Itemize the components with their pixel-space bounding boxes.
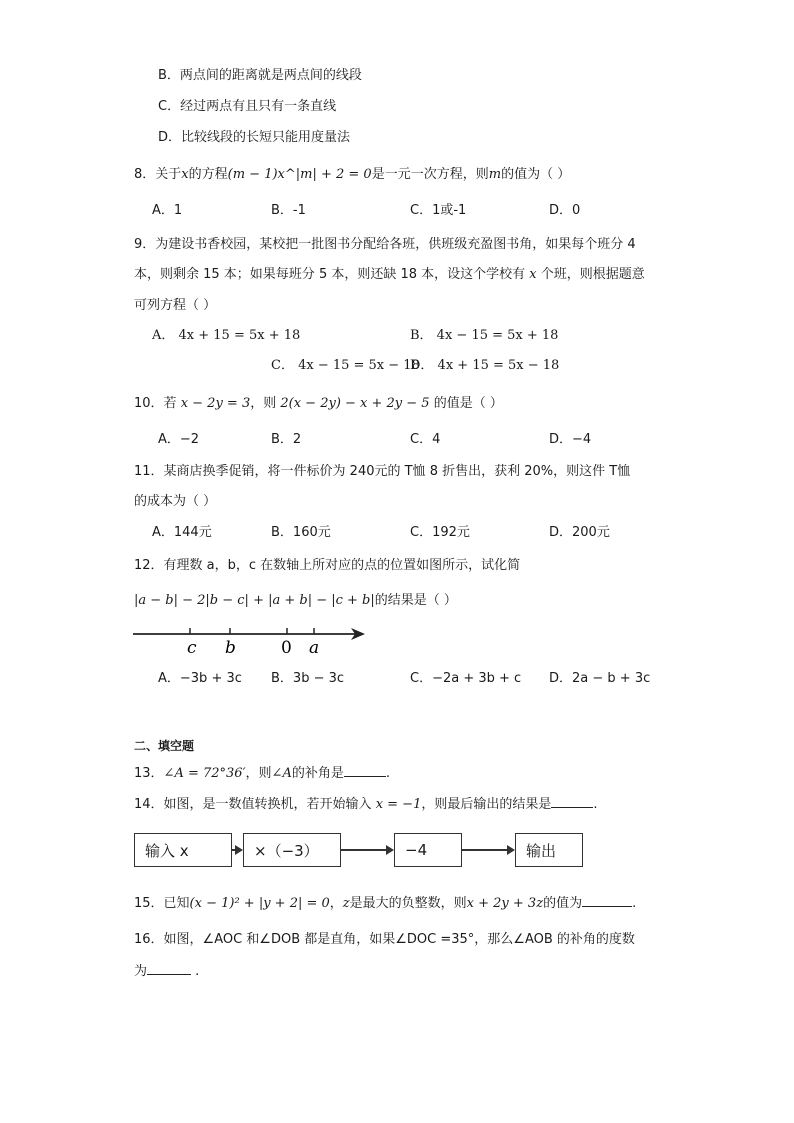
q12-line1: 12．有理数 a，b，c 在数轴上所对应的点的位置如图所示，试化简 <box>134 558 521 573</box>
q15-expression: x + 2y + 3z <box>466 896 544 911</box>
q11-option-b: B．160元 <box>271 525 331 540</box>
q16-line1: 16．如图，∠AOC 和∠DOB 都是直角，如果∠DOC =35°，那么∠AOB 的补角的度数 <box>134 932 635 947</box>
q8-option-d: D．0 <box>549 203 581 218</box>
q13-angle: ∠A <box>271 766 292 781</box>
q15-mid2: 是最大的负整数，则 <box>349 896 467 911</box>
q9-option-a: A． 4x + 15 = 5x + 18 <box>152 328 301 343</box>
q12-line2 <box>134 592 457 610</box>
question-15 <box>134 894 636 913</box>
q7-option-c: C．经过两点有且只有一条直线 <box>158 99 337 114</box>
q12-expression: |a − b| − 2|b − c| + |a + b| − |c + b| <box>134 593 375 608</box>
q11-line2: 的成本为（ ） <box>134 494 217 509</box>
q12-option-a: A．−3b + 3c <box>158 671 242 686</box>
q12-option-d: D．2a − b + 3c <box>549 671 651 686</box>
label-0: 0 <box>281 638 292 658</box>
q8-option-b: B．-1 <box>271 203 306 218</box>
q13-end: . <box>385 766 390 781</box>
q14-input: x = −1 <box>375 797 422 812</box>
q15-prefix: 15．已知 <box>134 896 190 911</box>
q9-var: x <box>529 267 537 282</box>
q9-option-c: C． 4x − 15 = 5x − 18 <box>271 358 420 373</box>
q8-option-c: C．1或-1 <box>410 203 467 218</box>
q16-answer-blank[interactable] <box>147 962 191 975</box>
flow-arrow-2 <box>341 849 387 851</box>
q7-option-d: D．比较线段的长短只能用度量法 <box>158 130 351 145</box>
q7-option-b: B．两点间的距离就是两点间的线段 <box>158 68 362 83</box>
q14-end: . <box>593 797 598 812</box>
q11-option-d: D．200元 <box>549 525 610 540</box>
flow-arrowhead-2 <box>386 845 394 855</box>
q9-line2a: 本，则剩余 15 本；如果每班分 5 本，则还缺 18 本，设这个学校有 <box>134 267 530 282</box>
question-10 <box>134 395 503 413</box>
question-8 <box>134 166 570 184</box>
q9-option-d: D． 4x + 15 = 5x − 18 <box>410 358 560 373</box>
q15-answer-blank[interactable] <box>582 894 632 907</box>
label-a: a <box>309 638 320 658</box>
q8-m: m <box>488 167 502 182</box>
q15-condition: (x − 1)² + |y + 2| = 0 <box>189 896 330 911</box>
q13-mid: ，则 <box>245 766 272 781</box>
q13-suffix: 的补角是 <box>291 766 344 781</box>
flow-multiply-box: ×（−3） <box>243 833 341 867</box>
flow-output-box: 输出 <box>515 833 583 867</box>
q11-line1: 11．某商店换季促销，将一件标价为 240元的 T恤 8 折售出，获利 20%，则这件 T恤 <box>134 464 631 479</box>
q8-mid1: 的方程 <box>188 167 228 182</box>
q8-mid2: 是一元一次方程，则 <box>371 167 489 182</box>
q15-end: . <box>632 896 637 911</box>
label-c: c <box>187 638 197 658</box>
q8-option-a: A．1 <box>152 203 183 218</box>
flow-arrowhead-3 <box>507 845 515 855</box>
q15-mid1: ， <box>329 896 343 911</box>
q11-option-a: A．144元 <box>152 525 212 540</box>
q10-option-b: B．2 <box>271 432 302 447</box>
q16-line2 <box>134 962 199 981</box>
q8-equation: (m − 1)x^|m| + 2 = 0 <box>227 167 372 182</box>
q9-option-b: B． 4x − 15 = 5x + 18 <box>410 328 559 343</box>
flow-arrow-3 <box>462 849 508 851</box>
q13-expression: ∠A = 72°36′ <box>163 766 246 781</box>
q15-z: z <box>342 896 350 911</box>
q14-prefix: 14．如图，是一数值转换机，若开始输入 <box>134 797 376 812</box>
q12-suffix: 的结果是（ ） <box>374 593 457 608</box>
flow-arrowhead-1 <box>235 845 243 855</box>
q10-prefix: 10．若 <box>134 396 181 411</box>
flow-subtract-box: −4 <box>394 833 462 867</box>
q9-line3: 可列方程（ ） <box>134 298 217 313</box>
q12-option-b: B．3b − 3c <box>271 671 345 686</box>
q10-mid: ，则 <box>250 396 281 411</box>
q10-option-c: C．4 <box>410 432 441 447</box>
q13-answer-blank[interactable] <box>344 764 386 777</box>
q15-suffix: 的值为 <box>543 896 583 911</box>
q8-prefix: 8．关于 <box>134 167 182 182</box>
q9-line2b: 个班，则根据题意 <box>536 267 645 282</box>
q13-prefix: 13． <box>134 766 164 781</box>
question-14 <box>134 795 598 814</box>
q16-line2-prefix: 为 <box>134 964 148 979</box>
q10-option-a: A．−2 <box>158 432 200 447</box>
q16-end: . <box>191 964 200 979</box>
question-13 <box>134 764 390 783</box>
number-line <box>130 620 375 660</box>
q8-suffix: 的值为（ ） <box>501 167 571 182</box>
q14-suffix: ，则最后输出的结果是 <box>421 797 552 812</box>
q10-option-d: D．−4 <box>549 432 592 447</box>
section-fill-in-title: 二、填空题 <box>134 739 195 753</box>
q10-expression: 2(x − 2y) − x + 2y − 5 <box>280 396 430 411</box>
q12-option-c: C．−2a + 3b + c <box>410 671 522 686</box>
flow-input-box: 输入 x <box>134 833 232 867</box>
q8-var: x <box>181 167 189 182</box>
label-b: b <box>225 638 236 658</box>
q10-condition: x − 2y = 3 <box>180 396 251 411</box>
q9-line2 <box>134 266 645 284</box>
q11-option-c: C．192元 <box>410 525 470 540</box>
q14-answer-blank[interactable] <box>551 795 593 808</box>
q9-line1: 9．为建设书香校园，某校把一批图书分配给各班，供班级充盈图书角，如果每个班分 4 <box>134 237 636 252</box>
q10-suffix: 的值是（ ） <box>429 396 503 411</box>
